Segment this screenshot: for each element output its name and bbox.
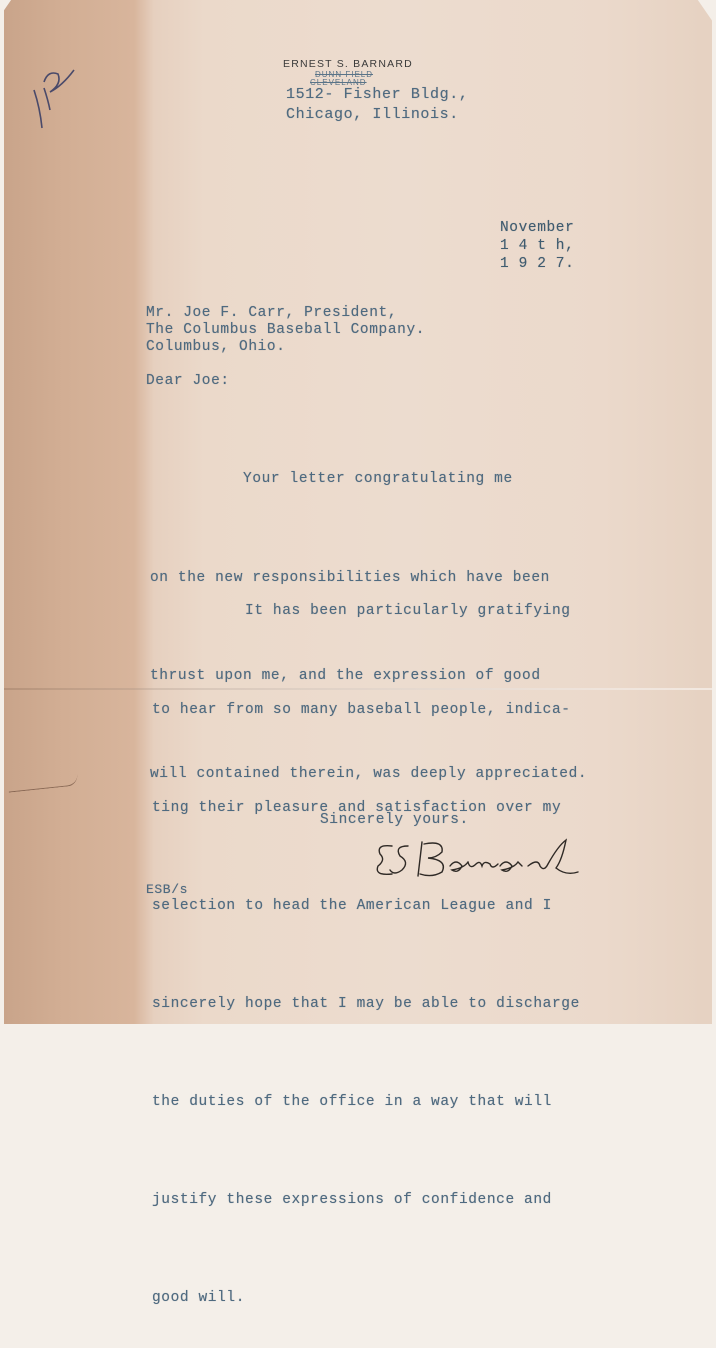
salutation: Dear Joe: <box>146 373 230 389</box>
paragraph-line: sincerely hope that I may be able to discharge <box>152 995 580 1012</box>
recipient-line-3: Columbus, Ohio. <box>146 339 286 355</box>
struck-letterhead-line-1: DUNN FIELD <box>315 70 374 79</box>
date-day: 1 4 t h, <box>500 238 575 254</box>
paragraph-line: selection to head the American League and I <box>152 897 552 914</box>
recipient-line-2: The Columbus Baseball Company. <box>146 322 426 338</box>
paragraph-line: will contained therein, was deeply appreciated. <box>150 765 588 782</box>
letterhead-name: ERNEST S. BARNARD <box>283 58 413 70</box>
paragraph-line: Your letter congratulating me <box>150 471 513 488</box>
paragraph-line: thrust upon me, and the expression of good <box>150 667 541 684</box>
struck-letterhead-line-2: CLEVELAND <box>310 78 367 87</box>
margin-note-text: 112 <box>28 60 30 61</box>
paragraph-line: the duties of the office in a way that will <box>152 1093 552 1110</box>
date-month: November <box>500 220 575 236</box>
handwritten-signature <box>372 836 587 882</box>
paragraph-line: ting their pleasure and satisfaction over my <box>152 799 562 816</box>
letterhead-address-1: 1512- Fisher Bldg., <box>286 86 469 103</box>
paragraph-line: good will. <box>152 1290 246 1307</box>
typist-initials: ESB/s <box>146 882 189 897</box>
signature-text: E S Barnard <box>372 836 377 837</box>
date-year: 1 9 2 7. <box>500 256 575 272</box>
letterhead-address-2: Chicago, Illinois. <box>286 106 459 123</box>
handwritten-margin-note <box>28 60 88 130</box>
paragraph-line: It has been particularly gratifying <box>152 603 571 620</box>
paragraph-2 <box>152 530 580 1348</box>
paragraph-line: justify these expressions of confidence and <box>152 1192 552 1209</box>
recipient-line-1: Mr. Joe F. Carr, President, <box>146 305 398 321</box>
paragraph-line: on the new responsibilities which have been <box>150 569 550 586</box>
closing: Sincerely yours. <box>320 812 469 828</box>
paragraph-line: to hear from so many baseball people, indica- <box>152 701 571 718</box>
